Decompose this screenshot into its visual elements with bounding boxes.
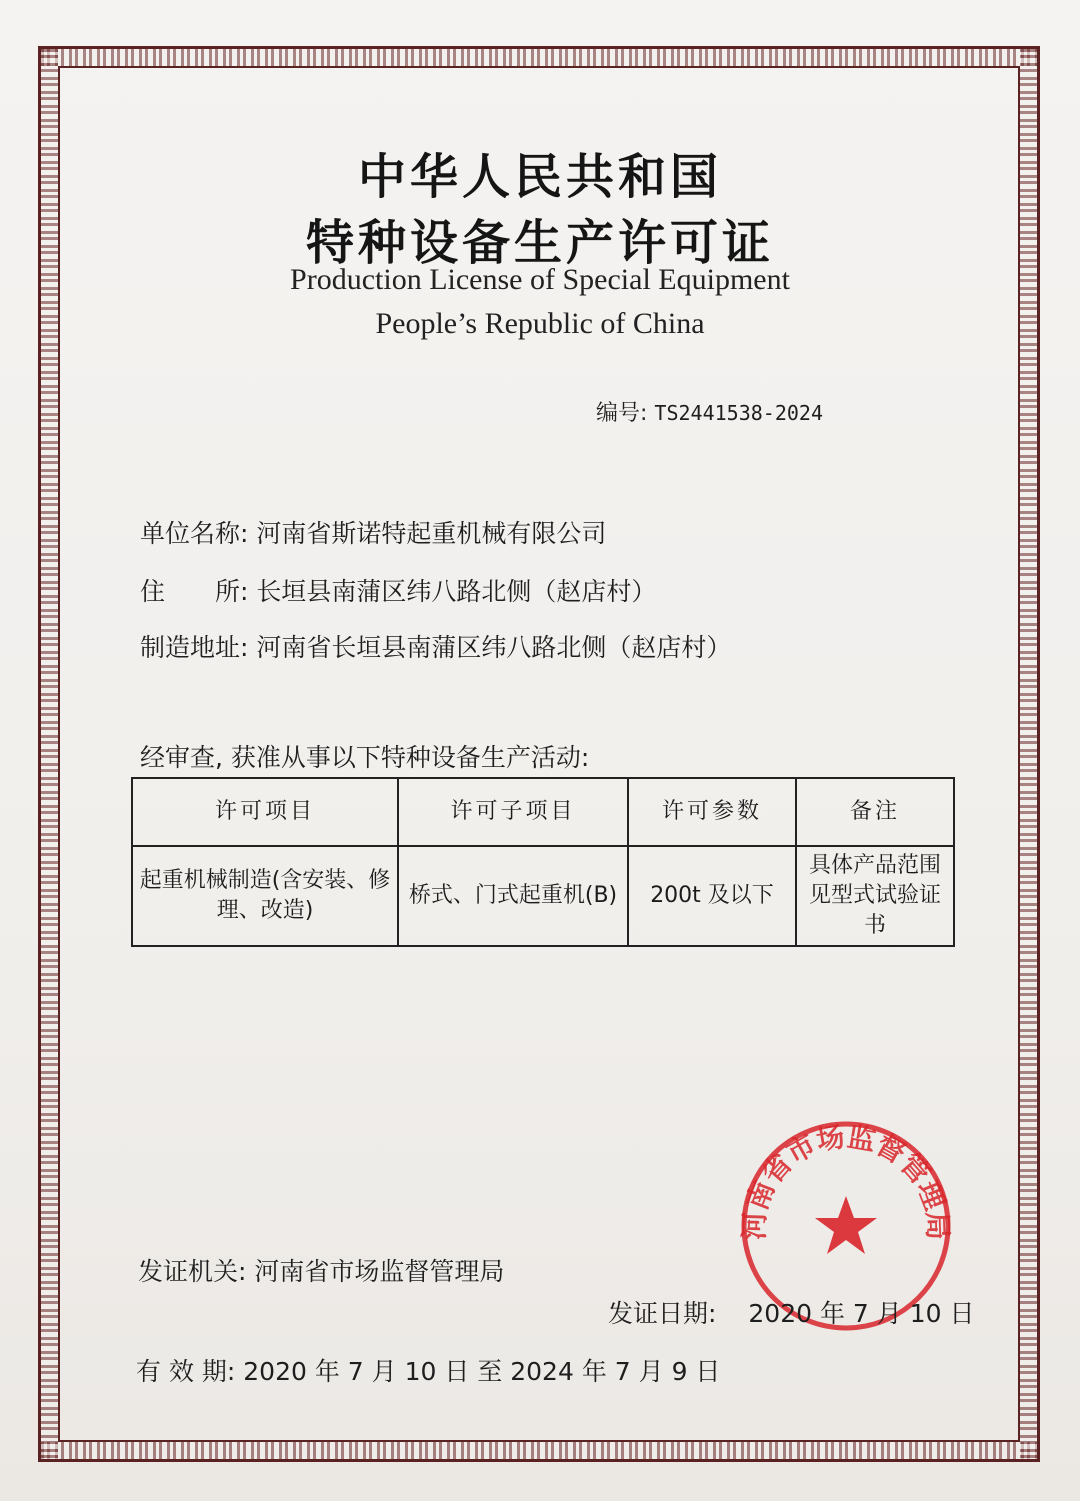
- validity-value: 2020 年 7 月 10 日 至 2024 年 7 月 9 日: [243, 1357, 721, 1386]
- table-header-cell: 备注: [796, 778, 954, 846]
- table-cell: 桥式、门式起重机(B): [398, 846, 628, 946]
- issuer: [138, 1252, 504, 1288]
- table-cell: 200t 及以下: [628, 846, 796, 946]
- title-cn-line1: 中华人民共和国: [357, 149, 722, 205]
- table-cell: 起重机械制造(含安装、修理、改造): [132, 846, 398, 946]
- validity-label: 有 效 期:: [136, 1357, 236, 1386]
- table-header-row: [132, 778, 954, 846]
- table-header-cell: 许可子项目: [398, 778, 628, 846]
- field-label: 住 所:: [140, 577, 249, 606]
- table-cell: 具体产品范围见型式试验证书: [796, 846, 954, 946]
- title-cn-line2: 特种设备生产许可证: [305, 215, 774, 271]
- table-row: [132, 846, 954, 946]
- field-label: 单位名称:: [140, 519, 249, 548]
- validity-period: [136, 1352, 720, 1388]
- field-address: [140, 572, 656, 608]
- field-value: 河南省长垣县南蒲区纬八路北侧（赵店村）: [256, 633, 732, 662]
- license-number: [596, 396, 823, 427]
- issue-date: [608, 1294, 974, 1330]
- license-number-value: TS2441538-2024: [654, 401, 823, 425]
- table-header-cell: 许可参数: [628, 778, 796, 846]
- star-icon: [815, 1196, 877, 1254]
- border-band-bottom: [41, 1442, 1037, 1459]
- title-en-line2: People’s Republic of China: [375, 307, 705, 340]
- border-band-top: [41, 49, 1037, 66]
- license-number-label: 编号:: [596, 401, 648, 426]
- issuer-label: 发证机关:: [138, 1257, 247, 1286]
- field-label: 制造地址:: [140, 633, 249, 662]
- field-value: 河南省斯诺特起重机械有限公司: [256, 519, 607, 548]
- issue-date-value: 2020 年 7 月 10 日: [748, 1299, 975, 1328]
- permit-table: [131, 777, 955, 947]
- field-value: 长垣县南蒲区纬八路北侧（赵店村）: [256, 577, 657, 606]
- table-header-cell: 许可项目: [132, 778, 398, 846]
- field-manufacturing-address: [140, 628, 731, 664]
- approval-statement: 经审查, 获准从事以下特种设备生产活动:: [140, 743, 590, 772]
- issuer-value: 河南省市场监督管理局: [254, 1257, 505, 1286]
- seal-text: 河南省市场监督管理局: [738, 1119, 954, 1241]
- field-company-name: [140, 514, 606, 550]
- issue-date-label: 发证日期:: [608, 1299, 717, 1328]
- title-en-line1: Production License of Special Equipment: [290, 263, 790, 296]
